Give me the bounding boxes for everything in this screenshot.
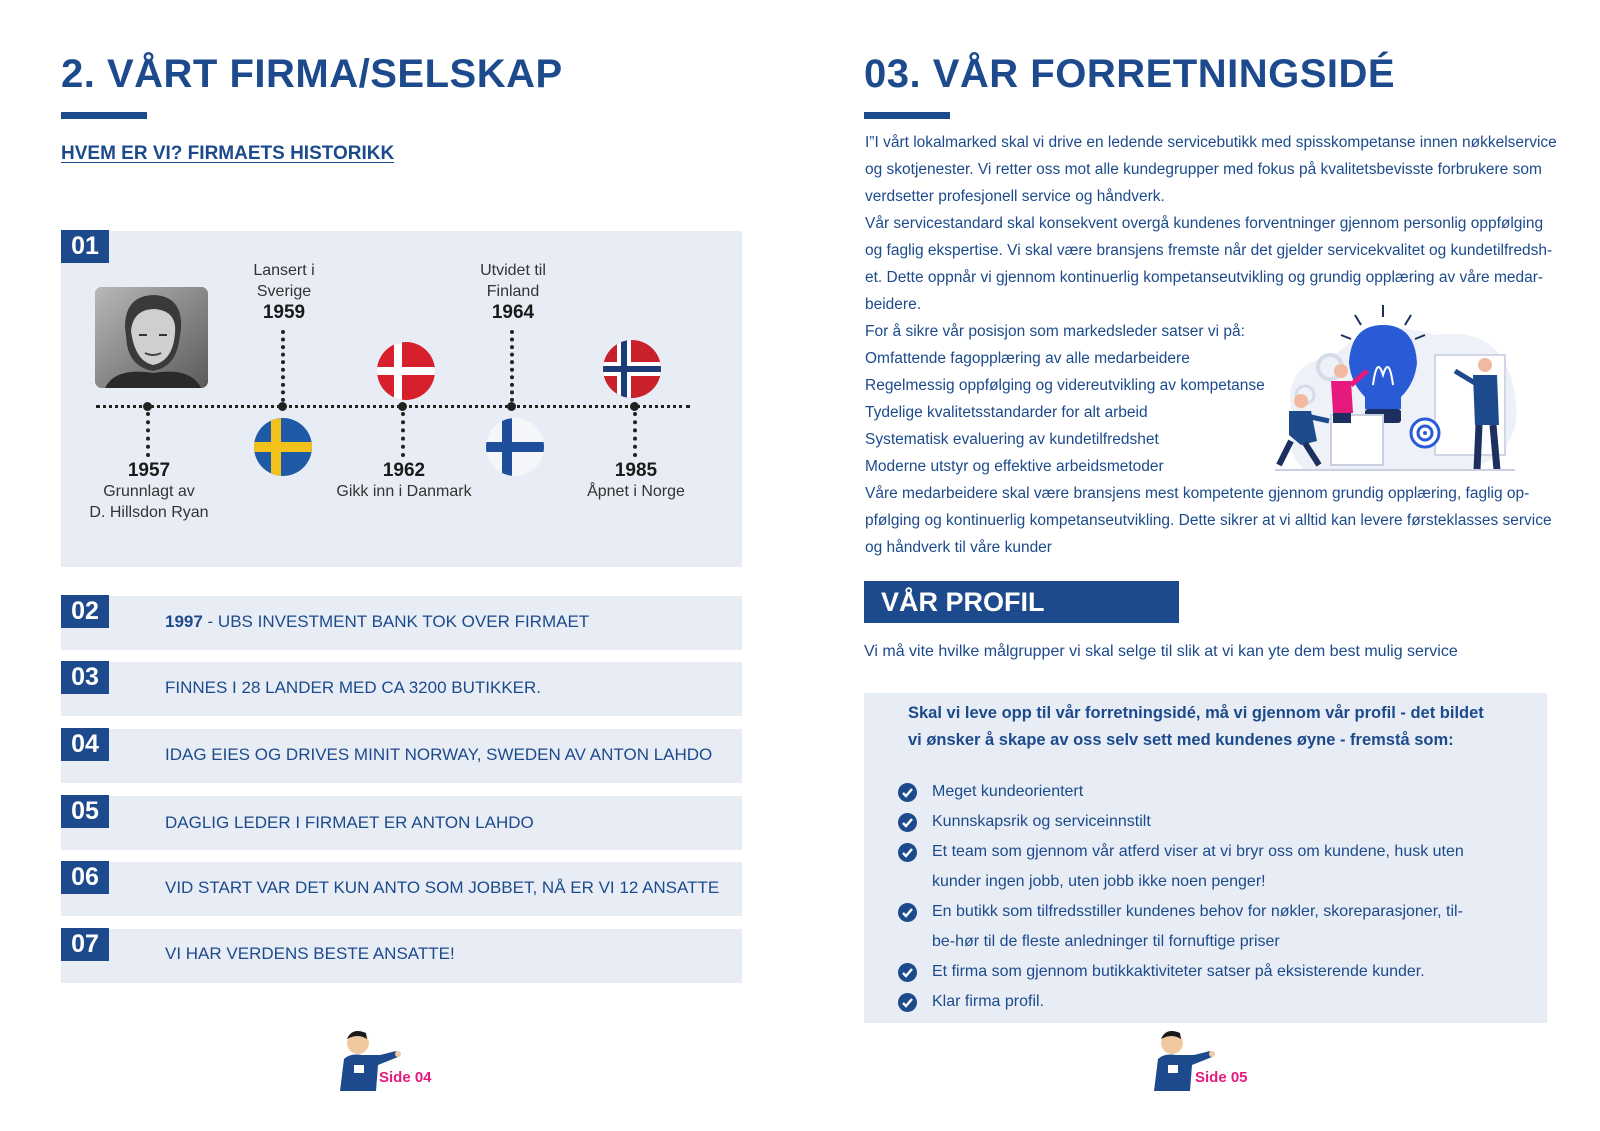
text-line: Våre medarbeidere skal være bransjens mest kompetente gjennom grundig opplæring, faglig op-: [865, 485, 1530, 502]
row-number: 07: [61, 928, 109, 961]
event-1964: [443, 260, 583, 323]
row-label: - UBS INVESTMENT BANK TOK OVER FIRMAET: [202, 612, 590, 631]
event-label: Lansert i: [253, 262, 315, 279]
checkmark-icon: [898, 843, 917, 862]
event-year: 1962: [382, 460, 426, 481]
item-text: En butikk som tilfredsstiller kundenes behov for nøkler, skoreparasjoner, til-: [932, 903, 1463, 920]
event-label: Grunnlagt av: [103, 483, 195, 500]
text-line: Systematisk evaluering av kundetilfredshet: [865, 431, 1159, 448]
text-line: Tydelige kvalitetsstandarder for alt arbeid: [865, 404, 1148, 421]
text-line: Vår servicestandard skal konsekvent overgå kundenes forventninger gjennom personlig oppfølging: [865, 215, 1544, 232]
timeline-axis: [96, 405, 690, 408]
row-label: IDAG EIES OG DRIVES MINIT NORWAY, SWEDEN AV ANTON LAHDO: [165, 745, 713, 764]
page-number: Side 04: [379, 1069, 432, 1086]
row-text: [165, 612, 589, 632]
heading-line: vi ønsker å skape av oss selv sett med kundenes øyne - fremstå som:: [908, 731, 1454, 749]
event-label: D. Hillsdon Ryan: [89, 504, 209, 521]
event-1962: [334, 460, 474, 502]
text-line: og skotjenester. Vi retter oss mot alle kundegrupper med fokus på kvalitetsbevisste forbrukere som: [865, 161, 1542, 178]
row-label: VID START VAR DET KUN ANTO SOM JOBBET, NÅ ER VI 12 ANSATTE: [165, 878, 720, 897]
page-number: Side 05: [1195, 1069, 1248, 1086]
row-label: VI HAR VERDENS BESTE ANSATTE!: [165, 944, 455, 963]
profile-panel-heading: [908, 700, 1484, 754]
timeline-connector: [146, 412, 150, 457]
event-label: Gikk inn i Danmark: [336, 483, 472, 500]
event-label: Utvidet til: [480, 262, 546, 279]
row-number: 04: [61, 728, 109, 761]
text-line: Omfattende fagopplæring av alle medarbeidere: [865, 350, 1190, 367]
section-number: 01: [61, 230, 109, 263]
checkmark-icon: [898, 993, 917, 1012]
item-text: be-hør til de fleste anledninger til fornuftige priser: [932, 933, 1280, 950]
timeline-connector: [401, 412, 405, 457]
history-subheading: HVEM ER VI? FIRMAETS HISTORIKK: [61, 143, 395, 164]
event-1957: [79, 460, 219, 523]
profile-list-item: [898, 897, 1464, 957]
text-line: beidere.: [865, 296, 922, 313]
row-number: 03: [61, 661, 109, 694]
norway-flag-icon: [603, 340, 661, 398]
row-number: 06: [61, 861, 109, 894]
row-label: FINNES I 28 LANDER MED CA 3200 BUTIKKER.: [165, 678, 542, 697]
event-label: Sverige: [256, 283, 312, 300]
text-line: et. Dette oppnår vi gjennom kontinuerlig kompetanseutvikling og grundig opplæring av våre medar-: [865, 269, 1544, 286]
event-year: 1985: [614, 460, 658, 481]
heading-line: Skal vi leve opp til vår forretningsidé, må vi gjennom vår profil - det bildet: [908, 704, 1484, 722]
teamwork-lightbulb-illustration: [1265, 305, 1527, 485]
text-line: For å sikre vår posisjon som markedsleder satser vi på:: [865, 323, 1245, 340]
text-line: og faglig ekspertise. Vi skal være bransjens fremste når det gjelder servicekvalitet og kundetilfredsh-: [865, 242, 1553, 259]
profile-list: [898, 777, 1464, 1017]
profile-list-item: [898, 837, 1464, 897]
text-line: verdsetter profesjonell service og håndverk.: [865, 188, 1165, 205]
founder-photo: [95, 287, 208, 388]
text-line: I”I vårt lokalmarked skal vi drive en ledende servicebutikk med spisskompetanse innen nøkkelservice: [865, 134, 1557, 151]
row-number: 05: [61, 795, 109, 828]
timeline-point-1959: [278, 402, 287, 411]
text-line: Regelmessig oppfølging og videreutvikling av kompetanse: [865, 377, 1265, 394]
page-title: 03. VÅR FORRETNINGSIDÉ: [864, 52, 1396, 96]
timeline-connector: [281, 330, 285, 402]
text-line: pfølging og kontinuerlig kompetanseutvikling. Dette sikrer at vi alltid kan levere førsteklasses service: [865, 512, 1552, 529]
profile-intro: Vi må vite hvilke målgrupper vi skal selge til slik at vi kan yte dem best mulig service: [864, 643, 1458, 660]
profile-list-item: [898, 777, 1464, 807]
title-underline: [864, 112, 950, 119]
denmark-flag-icon: [377, 342, 435, 400]
timeline-connector: [633, 412, 637, 457]
profile-list-item: [898, 987, 1464, 1017]
item-text: kunder ingen jobb, uten jobb ikke noen penger!: [932, 873, 1266, 890]
timeline-point-1964: [507, 402, 516, 411]
event-1985: [566, 460, 706, 502]
text-line: Moderne utstyr og effektive arbeidsmetoder: [865, 458, 1164, 475]
checkmark-icon: [898, 963, 917, 982]
item-text: Et firma som gjennom butikkaktiviteter satser på eksisterende kunder.: [932, 963, 1425, 980]
profile-list-item: [898, 957, 1464, 987]
event-year: 1964: [491, 302, 535, 323]
checkmark-icon: [898, 783, 917, 802]
profile-list-item: [898, 807, 1464, 837]
profile-heading: VÅR PROFIL: [864, 581, 1179, 623]
checkmark-icon: [898, 813, 917, 832]
page-title: 2. VÅRT FIRMA/SELSKAP: [61, 52, 563, 96]
sweden-flag-icon: [254, 418, 312, 476]
event-label: Finland: [486, 283, 540, 300]
timeline-point-1957: [143, 402, 152, 411]
checkmark-icon: [898, 903, 917, 922]
timeline-point-1985: [630, 402, 639, 411]
timeline-point-1962: [398, 402, 407, 411]
finland-flag-icon: [486, 418, 544, 476]
timeline-connector: [510, 330, 514, 402]
row-year: 1997: [165, 612, 203, 631]
row-label: DAGLIG LEDER I FIRMAET ER ANTON LAHDO: [165, 813, 534, 832]
event-1959: [214, 260, 354, 323]
event-year: 1957: [127, 460, 171, 481]
title-underline: [61, 112, 147, 119]
text-line: og håndverk til våre kunder: [865, 539, 1052, 556]
event-year: 1959: [262, 302, 306, 323]
item-text: Klar firma profil.: [932, 993, 1045, 1010]
event-label: Åpnet i Norge: [587, 483, 685, 500]
row-number: 02: [61, 595, 109, 628]
item-text: Kunnskapsrik og serviceinnstilt: [932, 813, 1151, 830]
item-text: Et team som gjennom vår atferd viser at vi bryr oss om kundene, husk uten: [932, 843, 1464, 860]
item-text: Meget kundeorientert: [932, 783, 1084, 800]
